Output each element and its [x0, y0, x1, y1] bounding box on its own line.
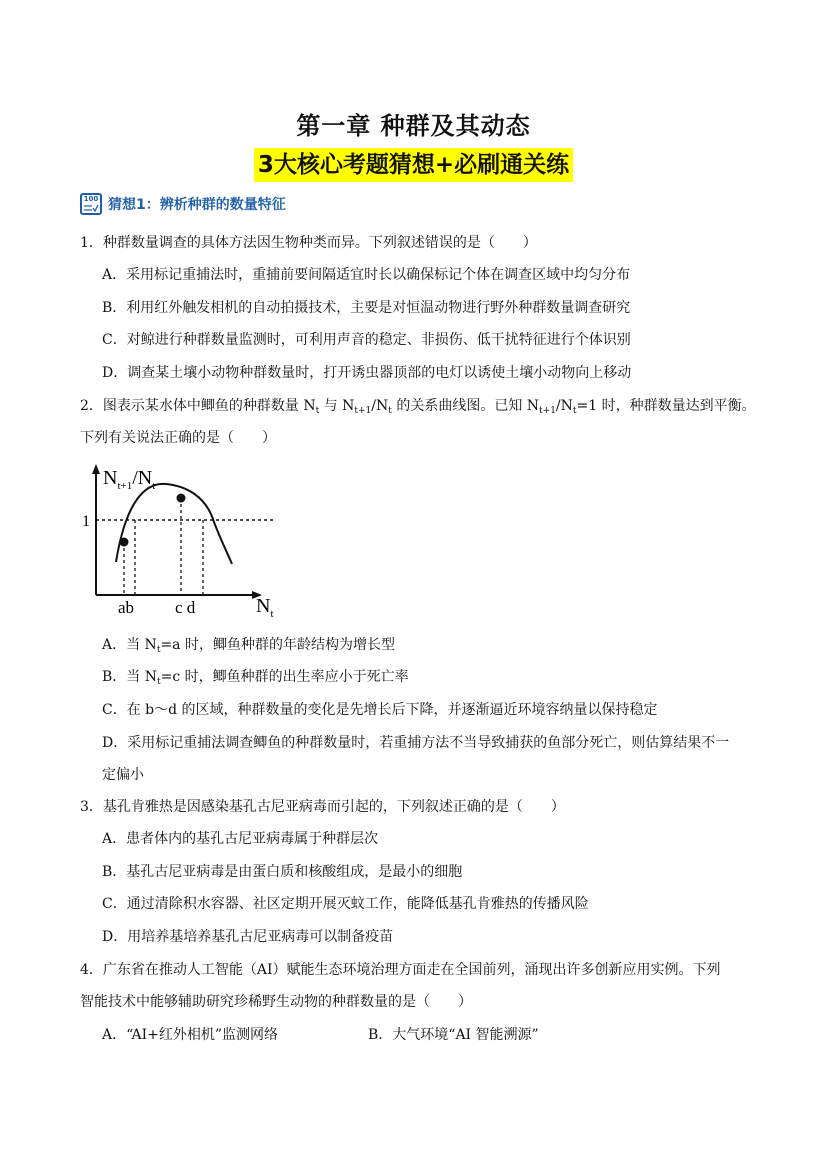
guess-heading	[80, 190, 286, 218]
question-4-stem: 4．广东省在推动人工智能（AI）赋能生态环境治理方面走在全国前列，涌现出许多创新应用实例。下列	[80, 962, 721, 978]
y-tick-label: 1	[82, 513, 90, 530]
question-3-option-d: D．用培养基培养基孔古尼亚病毒可以制备疫苗	[102, 929, 394, 945]
question-1-stem: 1．种群数量调查的具体方法因生物种类而异。下列叙述错误的是（ ）	[80, 235, 537, 251]
question-2-option-a: A．当 $N_t=a$ 时，鲫鱼种群的年龄结构为增长型	[102, 637, 395, 655]
question-1-option-a: A．采用标记重捕法时，重捕前要间隔适宜时长以确保标记个体在调查区域中均匀分布	[102, 267, 631, 283]
question-2-option-d-line2: 定偏小	[102, 767, 144, 783]
question-4-stem-line2: 智能技术中能够辅助研究珍稀野生动物的种群数量的是（ ）	[80, 994, 472, 1010]
question-1-option-d: D．调查某土壤小动物种群数量时，打开诱虫器顶部的电灯以诱使土壤小动物向上移动	[102, 365, 632, 381]
score-100-icon	[80, 193, 102, 215]
x-marks-ab: ab	[118, 598, 135, 617]
question-1-option-c: C．对鲸进行种群数量监测时，可利用声音的稳定、非损伤、低干扰特征进行个体识别	[102, 332, 631, 348]
question-3-option-b: B．基孔古尼亚病毒是由蛋白质和核酸组成，是最小的细胞	[102, 864, 463, 880]
subtitle-wrap	[0, 148, 827, 182]
x-axis-label: $N_t$	[256, 595, 274, 620]
page-subtitle: 3大核心考题猜想+必刷通关练	[254, 148, 573, 182]
population-curve	[116, 484, 232, 564]
question-1-option-b: B．利用红外触发相机的自动拍摄技术，主要是对恒温动物进行野外种群数量调查研究	[102, 300, 631, 316]
x-marks-cd: c d	[175, 598, 196, 617]
question-2-stem: 2．图表示某水体中鲫鱼的种群数量 $N_t$ 与 $N_{t+1}/N_t$ 的关系曲线图。已知 $N_{t+1}/N_t=1$ 时，种群数量达到平衡。	[80, 398, 756, 416]
question-2-option-d: D．采用标记重捕法调查鲫鱼的种群数量时，若重捕方法不当导致捕获的鱼部分死亡，则估算结果不一	[102, 735, 730, 751]
page-title: 第一章 种群及其动态	[296, 112, 531, 140]
question-3-stem: 3．基孔肯雅热是因感染基孔古尼亚病毒而引起的，下列叙述正确的是（ ）	[80, 799, 565, 815]
question-3-option-a: A．患者体内的基孔古尼亚病毒属于种群层次	[102, 831, 379, 847]
guess-label: 猜想1：辨析种群的数量特征	[108, 197, 286, 213]
question-2-stem-line2: 下列有关说法正确的是（ ）	[80, 430, 276, 446]
y-axis-arrow	[92, 464, 100, 474]
y-axis-label: $N_{t+1}/N_t$	[103, 467, 156, 492]
question-2-option-b: B．当 $N_t=c$ 时，鲫鱼种群的出生率应小于死亡率	[102, 669, 409, 687]
point-c	[177, 494, 186, 503]
question-3-option-c: C．通过清除积水容器、社区定期开展灭蚊工作，能降低基孔肯雅热的传播风险	[102, 896, 589, 912]
population-curve-graph	[82, 460, 286, 620]
question-2-option-c: C．在 b～d 的区域，种群数量的变化是先增长后下降，并逐渐逼近环境容纳量以保持稳定	[102, 702, 658, 718]
score-icon-text: 100	[83, 195, 99, 203]
checkmark-lines-icon	[83, 204, 99, 213]
question-4-option-a: A．“AI+红外相机”监测网络	[102, 1027, 278, 1043]
point-a	[120, 538, 129, 547]
question-4-option-b: B．大气环境“AI 智能溯源”	[368, 1027, 539, 1043]
